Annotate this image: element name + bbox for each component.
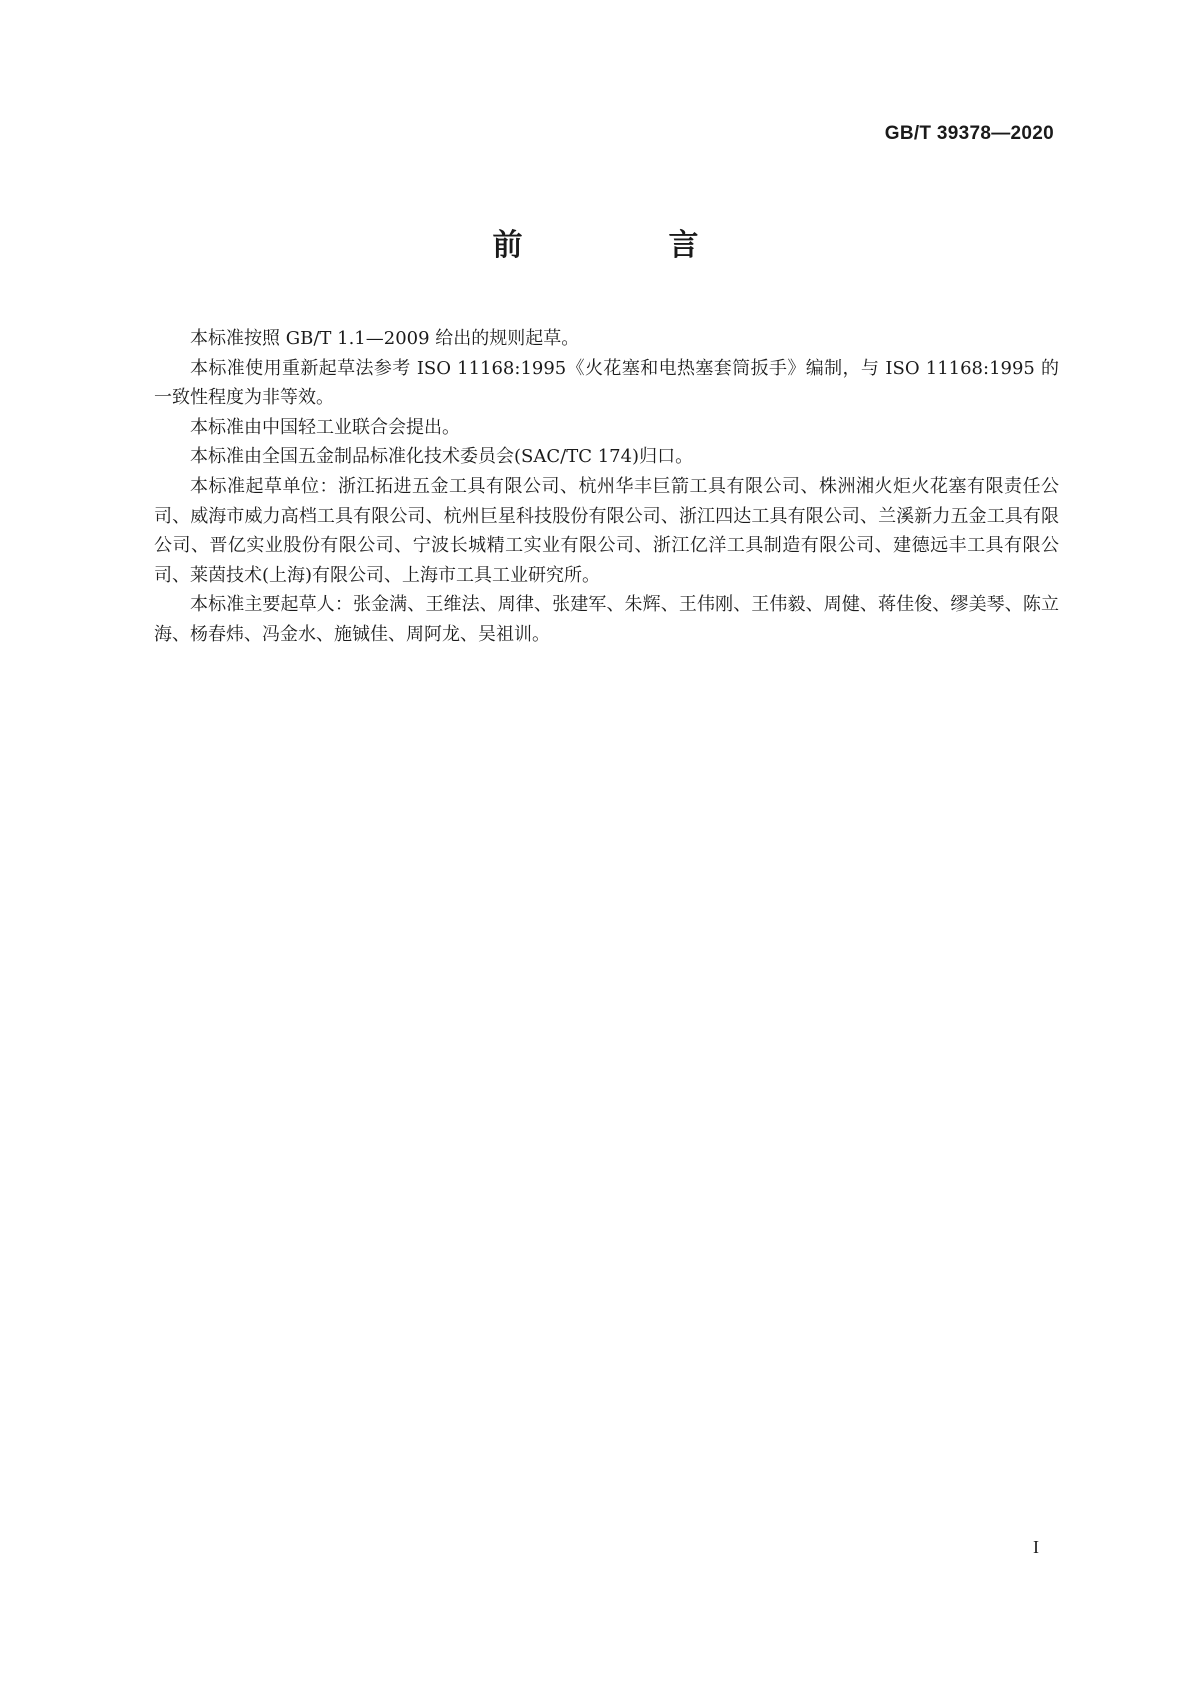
- paragraph-administered-by: 本标准由全国五金制品标准化技术委员会(SAC/TC 174)归口。: [190, 446, 694, 468]
- paragraph-drafting-units: 本标准起草单位：浙江拓进五金工具有限公司、杭州华丰巨箭工具有限公司、株洲湘火炬火花塞有限责任公司、威海市威力高档工具有限公司、杭州巨星科技股份有限公司、浙江四达工具有限公司、兰溪新力五金工具有限公司、晋亿实业股份有限公司、宁波长城精工实业有限公司、浙江亿洋工具制造有限公司、建德远丰工具有限公司、莱茵技术(上海)有限公司、上海市工具工业研究所。: [154, 475, 1059, 586]
- paragraph-main-drafters: 本标准主要起草人：张金满、王维法、周律、张建军、朱辉、王伟刚、王伟毅、周健、蒋佳俊、缪美琴、陈立海、杨春炜、冯金水、施铖佳、周阿龙、吴祖训。: [154, 594, 1059, 645]
- foreword-body: [154, 324, 1059, 650]
- paragraph-reference-standard: 本标准使用重新起草法参考 ISO 11168:1995《火花塞和电热塞套筒扳手》编制，与 ISO 11168:1995 的一致性程度为非等效。: [154, 357, 1059, 409]
- page-title: 前 言: [492, 228, 757, 263]
- page-number: I: [1033, 1537, 1039, 1557]
- paragraph-proposed-by: 本标准由中国轻工业联合会提出。: [190, 416, 460, 438]
- paragraph-drafting-rules: 本标准按照 GB/T 1.1—2009 给出的规则起草。: [190, 328, 580, 349]
- standard-number: GB/T 39378—2020: [884, 123, 1054, 144]
